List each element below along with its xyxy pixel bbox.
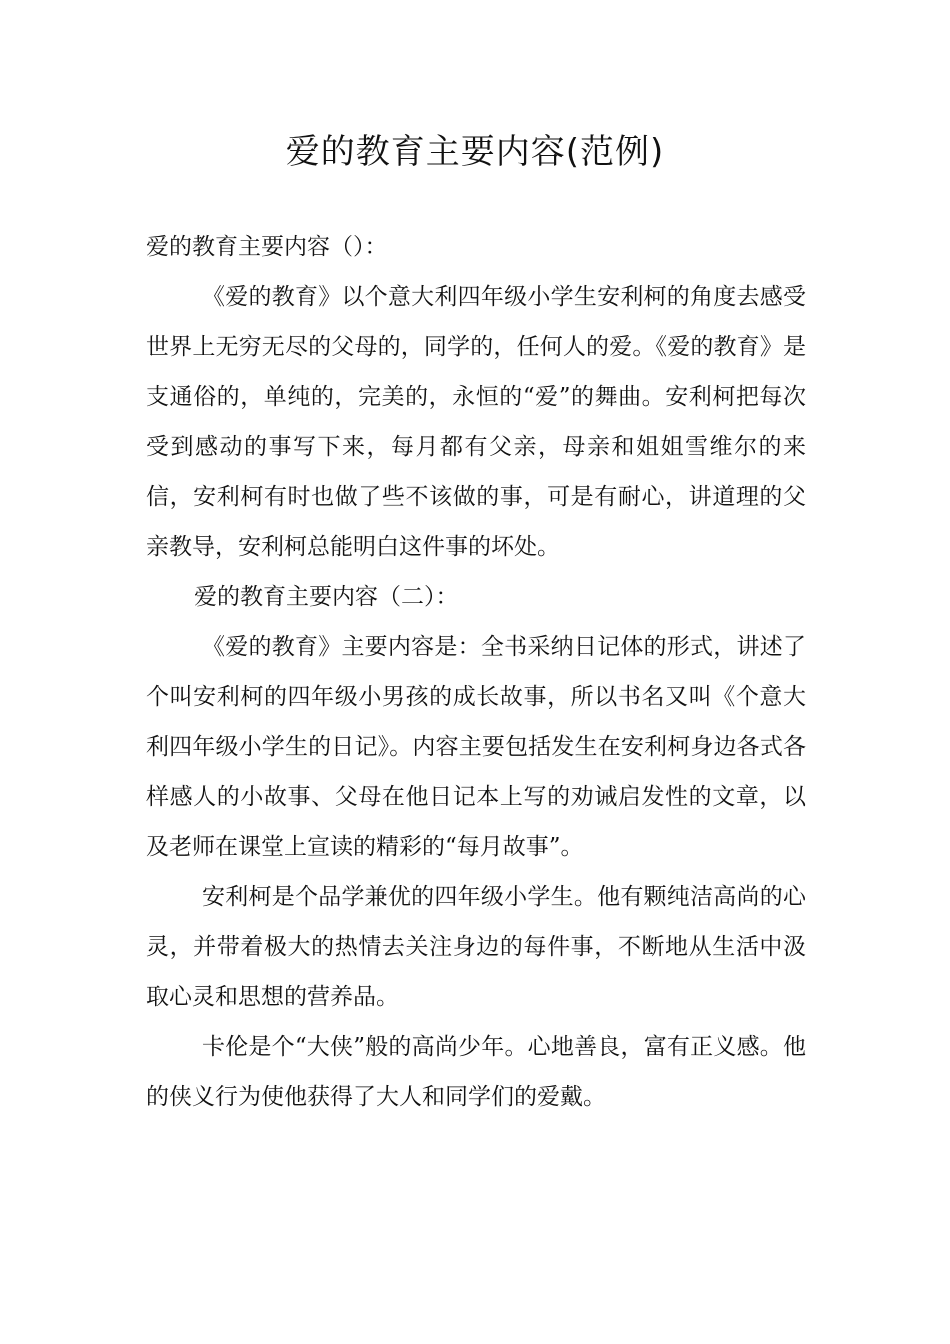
section-heading-2: 爱的教育主要内容（二）：: [194, 584, 459, 610]
paragraph-3: 安利柯是个品学兼优的四年级小学生。他有颗纯洁高尚的心灵，并带着极大的热情去关注身边的每件事，不断地从生活中汲取心灵和思想的营养品。: [146, 884, 806, 1010]
paragraph-1: 《爱的教育》以个意大利四年级小学生安利柯的角度去感受世界上无穷无尽的父母的，同学的，任何人的爱。《爱的教育》是支通俗的，单纯的，完美的，永恒的“爱”的舞曲。安利柯把每次受到感动的事写下来，每月都有父亲，母亲和姐姐雪维尔的来信，安利柯有时也做了些不该做的事，可是有耐心，讲道理的父亲教导，安利柯总能明白这件事的坏处。: [146, 284, 806, 560]
paragraph-2: 《爱的教育》主要内容是：全书采纳日记体的形式，讲述了个叫安利柯的四年级小男孩的成长故事，所以书名又叫《个意大利四年级小学生的日记》。内容主要包括发生在安利柯身边各式各样感人的小故事、父母在他日记本上写的劝诫启发性的文章，以及老师在课堂上宣读的精彩的“每月故事”。: [146, 634, 806, 860]
paragraph-4: 卡伦是个“大侠”般的高尚少年。心地善良，富有正义感。他的侠义行为使他获得了大人和同学们的爱戴。: [146, 1034, 806, 1110]
document-body: [146, 222, 806, 1122]
document-title: 爱的教育主要内容(范例): [285, 132, 665, 172]
section-heading-1: 爱的教育主要内容（）：: [146, 234, 388, 260]
